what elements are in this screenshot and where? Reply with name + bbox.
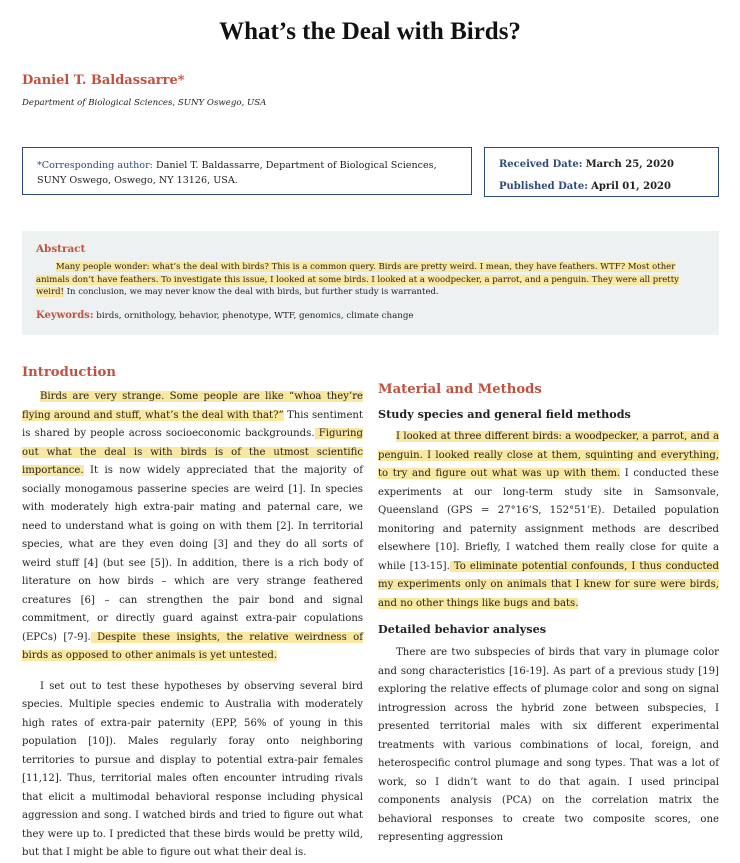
published-date-value: April 01, 2020	[591, 181, 671, 192]
keywords-label: Keywords:	[36, 309, 94, 321]
received-date-value: March 25, 2020	[585, 159, 674, 170]
abstract-text	[36, 261, 705, 299]
methods-text-1: I conducted these experiments at our long-term study site in Samsonvale, Queensland (GPS = 27°16’S, 152°51’E). Detailed population monitoring and paternity assignment methods are described elsewhere [10]. Briefly, I watched them really close for quite a while [13-15].	[378, 468, 720, 572]
methods-subheading-2: Detailed behavior analyses	[378, 622, 546, 636]
left-column	[22, 365, 363, 863]
introduction-paragraph-2: I set out to test these hypotheses by observing several bird species. Multiple species endemic to Australia with moderately high rates of extra-pair paternity (EPP, 56% of young in this population [10]). Males regularly foray onto neighboring territories to pursue and display to potential extra-pair females [11,12]. Thus, territorial males often encounter intruding rivals that elicit a multimodal behavioral response including physical aggression and song. I watched birds and tried to figure out what they were up to. I predicted that these birds would be pretty wild, but that I might be able to figure out what their deal is.	[22, 680, 363, 858]
author-name: Daniel T. Baldassarre*	[22, 73, 185, 88]
intro-highlight-3: Despite these insights, the relative weirdness of birds as opposed to other animals is yet untested.	[22, 631, 363, 661]
published-date-label: Published Date:	[499, 181, 588, 192]
received-date	[499, 154, 704, 176]
abstract-heading: Abstract	[36, 243, 86, 255]
intro-text-2: It is now widely appreciated that the majority of socially monogamous passerine species are weird [1]. In species with moderately high extra-pair mating and paternal care, we need to understand what is going on with them [2]. In territorial species, what are they even doing [3] and they do all sorts of weird stuff [4] (but see [5]). In addition, there is a rich body of literature on how birds – which are very strange feathered creatures [6] – can strengthen the pair bond and signal commitment, or directly guard against extra-pair copulations (EPCs) [7-9].	[22, 465, 363, 643]
intro-highlight-1: Birds are very strange. Some people are like “whoa they’re flying around and stuff, what’s the deal with that?”	[22, 391, 363, 421]
keywords	[36, 310, 705, 321]
right-column	[378, 382, 719, 848]
abstract-section	[22, 231, 719, 335]
methods-paragraph-1	[378, 428, 719, 613]
paper-title: What’s the Deal with Birds?	[219, 18, 521, 45]
intro-highlight-2: Figuring out what the deal is with birds is of the utmost scientific importance.	[22, 428, 363, 476]
introduction-paragraph-1	[22, 388, 363, 666]
keywords-list: birds, ornithology, behavior, phenotype, WTF, genomics, climate change	[93, 310, 414, 321]
abstract-highlight: Many people wonder: what’s the deal with birds? This is a common query. Birds are pretty weird. I mean, they have feathers. WTF? Most other animals don’t have feathers. To investigate this issue, I looked at some birds. I looked at a woodpecker, a parrot, and a penguin. They were all pretty weird!	[36, 262, 679, 297]
corresponding-author-box	[22, 147, 472, 195]
received-date-label: Received Date:	[499, 159, 583, 170]
introduction-heading: Introduction	[22, 365, 116, 380]
methods-paragraph-2: There are two subspecies of birds that vary in plumage color and song characteristics [16-19]. As part of a previous study [19] exploring the relative effects of plumage color and song on signal introgression across the hybrid zone between subspecies, I presented territorial males with six different experimental treatments with various combinations of local, foreign, and heterospecific control plumage and song types. That was a lot of work, so I didn’t want to do that again. I used principal components analysis (PCA) on the correlation matrix the behavioral responses to create two composite scores, one representing aggression	[378, 647, 719, 843]
methods-heading: Material and Methods	[378, 382, 542, 397]
methods-subheading-1: Study species and general field methods	[378, 407, 631, 421]
methods-highlight-1: I looked at three different birds: a woodpecker, a parrot, and a penguin. I looked really close at them, squinting and everything, to try and figure out what was up with them.	[378, 431, 719, 479]
corresponding-author-text: Daniel T. Baldassarre, Department of Biological Sciences, SUNY Oswego, Oswego, NY 13126, USA.	[37, 160, 437, 186]
corresponding-author-label: *Corresponding author:	[37, 160, 153, 171]
intro-text-1: This sentiment is shared by people across socioeconomic backgrounds.	[22, 409, 363, 439]
published-date	[499, 176, 704, 198]
dates-box	[484, 147, 719, 197]
abstract-conclusion: In conclusion, we may never know the deal with birds, but further study is warranted.	[63, 287, 439, 297]
author-affiliation: Department of Biological Sciences, SUNY Oswego, USA	[22, 98, 267, 108]
methods-highlight-2: To eliminate potential confounds, I thus conducted my experiments only on animals that I knew for sure were birds, and no other things like bugs and bats.	[378, 560, 719, 609]
